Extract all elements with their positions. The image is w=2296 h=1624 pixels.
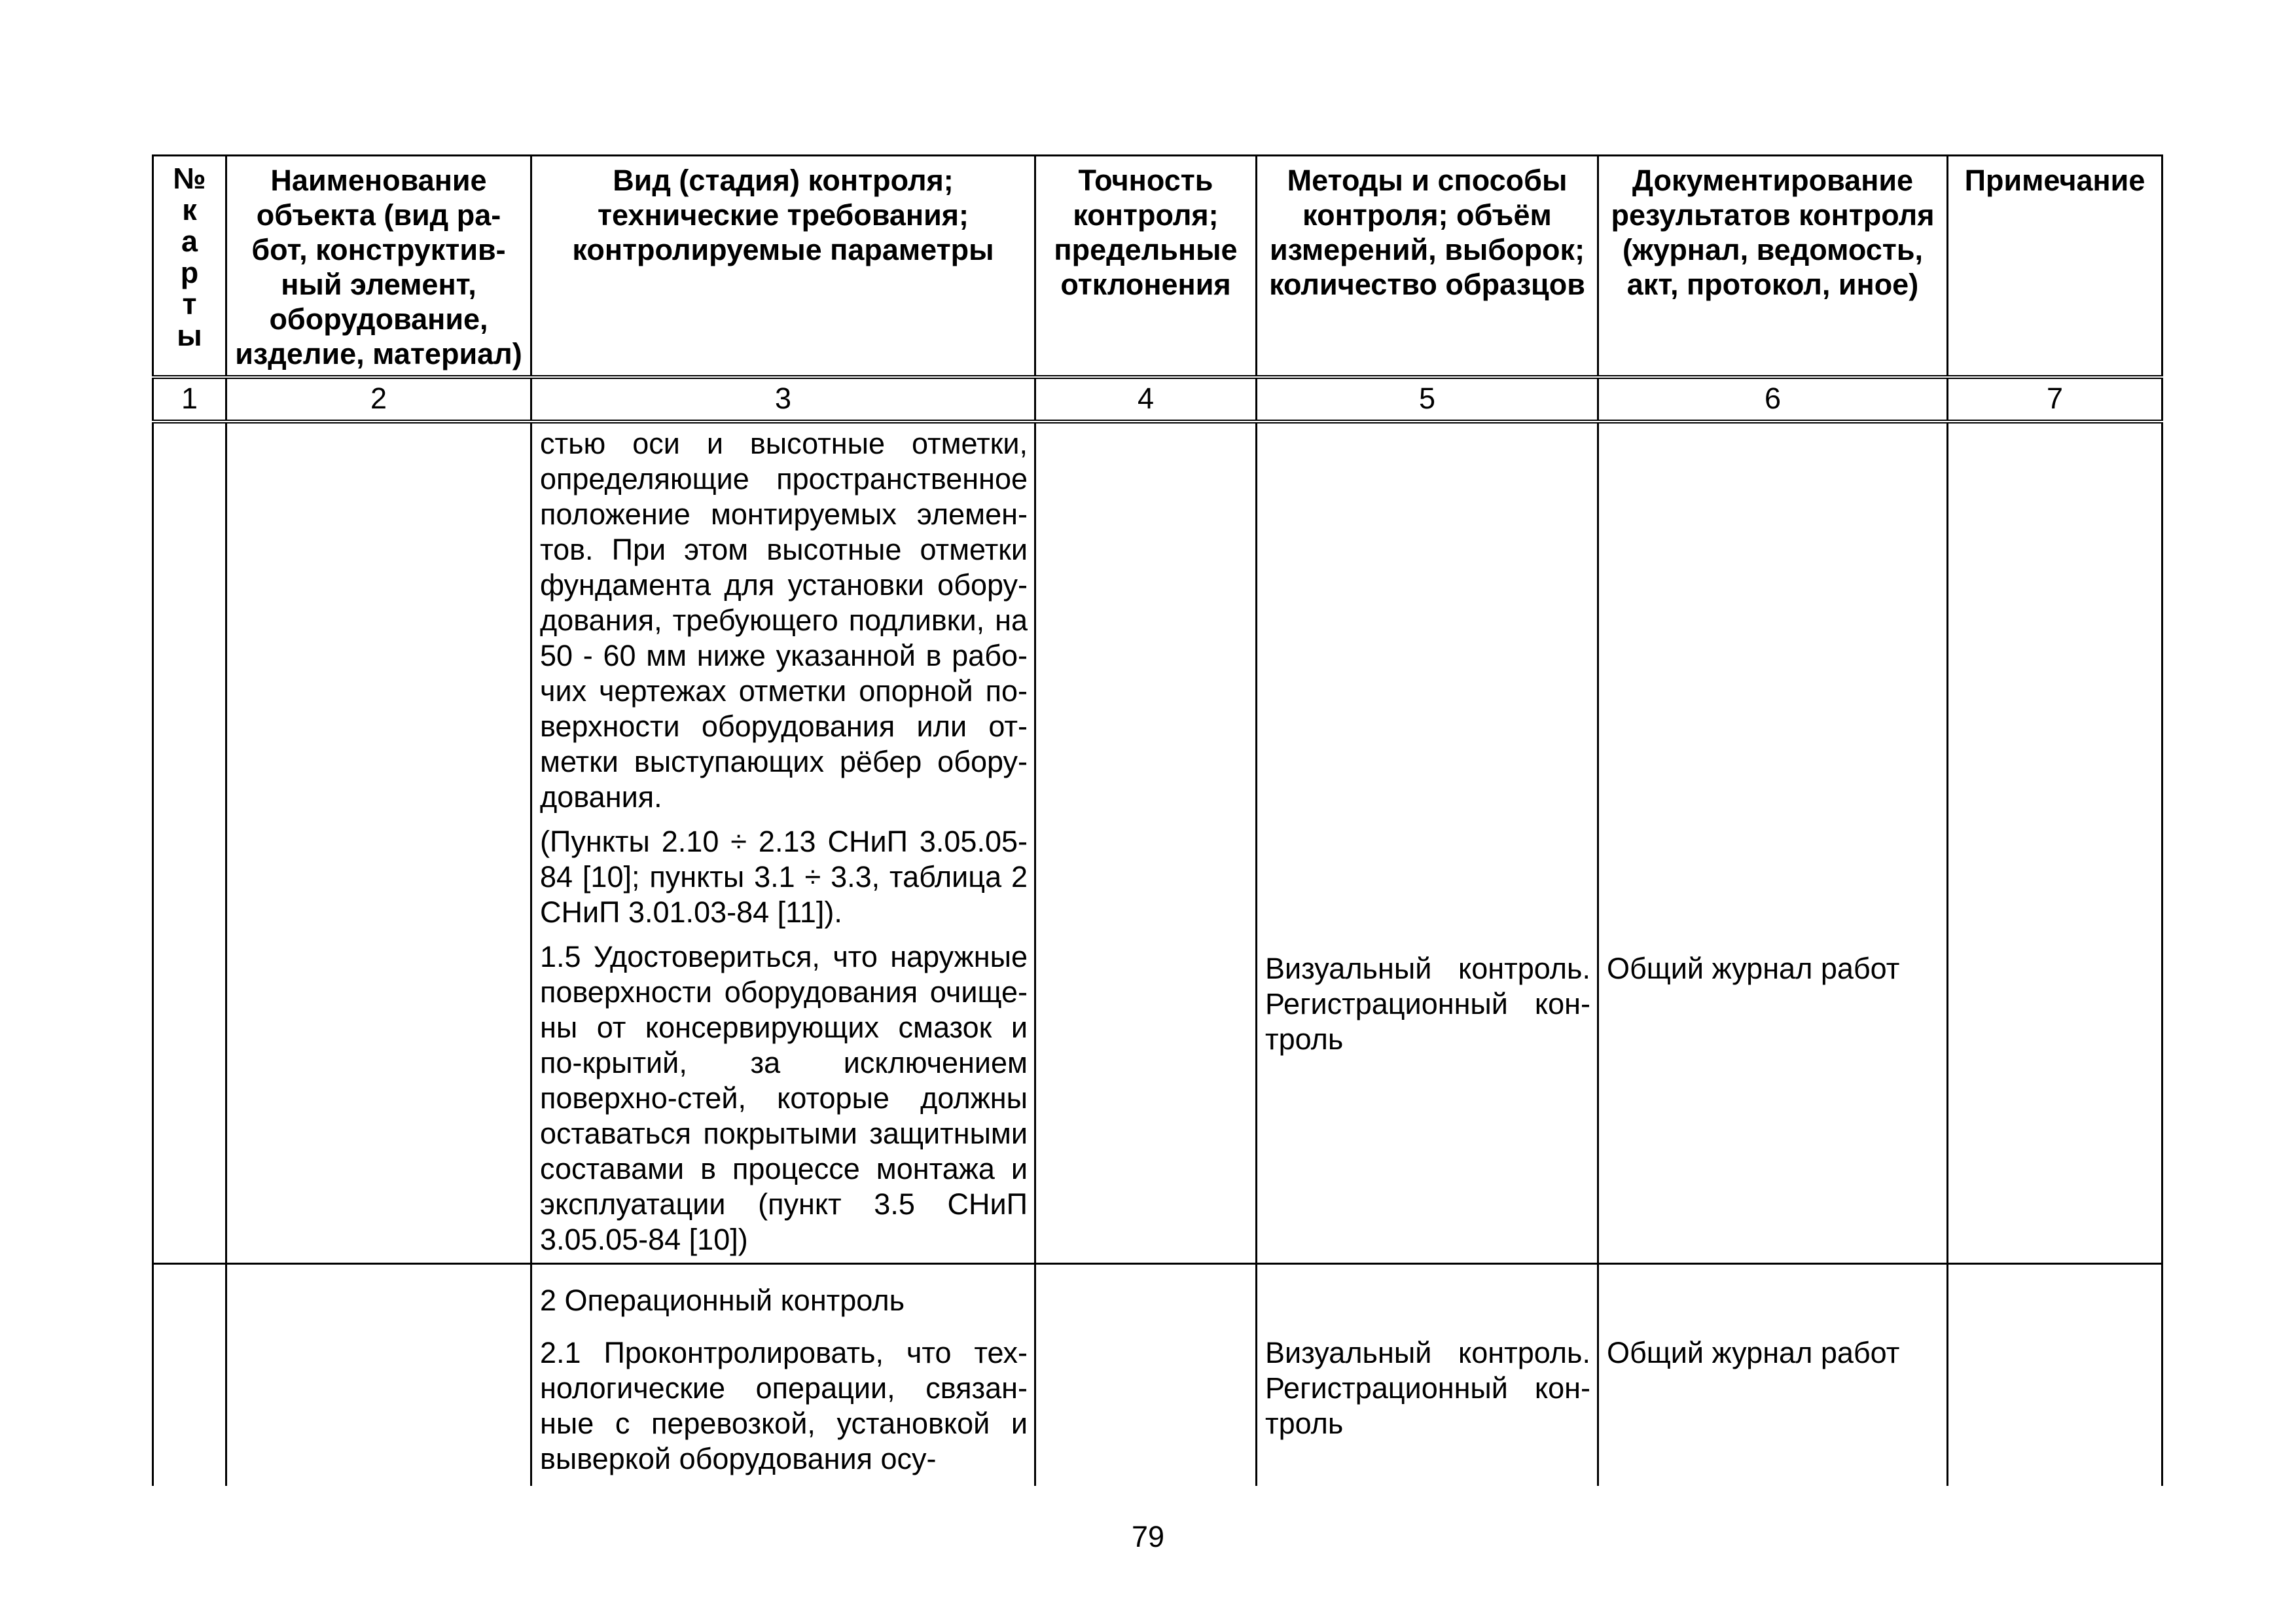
table-row <box>153 1264 2162 1487</box>
header-card-letter: № <box>173 162 206 195</box>
cell-object-name <box>226 1264 531 1487</box>
cell-documentation <box>1598 1264 1948 1487</box>
header-card-letter: т <box>182 287 197 321</box>
header-row <box>153 156 2162 378</box>
header-control-type: Вид (стадия) контроля; технические требования; контролируемые параметры <box>531 156 1035 378</box>
cell-accuracy <box>1035 1264 1257 1487</box>
cell-object-name <box>226 422 531 1264</box>
cell-methods <box>1257 1264 1598 1487</box>
column-number: 7 <box>1948 377 2162 422</box>
cell-note <box>1948 422 2162 1264</box>
column-number: 4 <box>1035 377 1257 422</box>
cell-accuracy <box>1035 422 1257 1264</box>
header-card-letter: к <box>182 193 197 226</box>
control-table <box>152 154 2163 1486</box>
documentation-text: Общий журнал работ <box>1607 952 1900 985</box>
cell-note <box>1948 1264 2162 1487</box>
page-number: 79 <box>1131 1520 1165 1553</box>
column-number: 3 <box>531 377 1035 422</box>
requirement-text: 2.1 Проконтролировать, что тех-нологические операции, связан-ные с перевозкой, установкой и выверкой оборудования осу- <box>540 1336 1028 1475</box>
column-number-row <box>153 377 2162 422</box>
cell-control-type <box>531 422 1035 1264</box>
header-card-letter: а <box>181 225 198 258</box>
cell-card-number <box>153 1264 226 1487</box>
header-object-name: Наименование объекта (вид ра-бот, конструктив-ный элемент, оборудование, изделие, материал) <box>226 156 531 378</box>
method-text: Визуальный контроль. Регистрационный кон-троль <box>1265 1336 1590 1440</box>
header-accuracy: Точность контроля; предельные отклонения <box>1035 156 1257 378</box>
section-title: 2 Операционный контроль <box>540 1284 905 1317</box>
column-number: 5 <box>1257 377 1598 422</box>
header-methods: Методы и способы контроля; объём измерений, выборок; количество образцов <box>1257 156 1598 378</box>
header-card-number <box>153 156 226 378</box>
header-card-letter: ы <box>177 319 202 352</box>
header-card-letter: р <box>180 256 199 289</box>
documentation-text: Общий журнал работ <box>1607 1336 1900 1369</box>
header-documentation: Документирование результатов контроля (журнал, ведомость, акт, протокол, иное) <box>1598 156 1948 378</box>
cell-control-type <box>531 1264 1035 1487</box>
column-number: 2 <box>226 377 531 422</box>
table-row <box>153 422 2162 1264</box>
header-note: Примечание <box>1948 156 2162 378</box>
requirement-text: стью оси и высотные отметки, определяющие пространственное положение монтируемых элемен-тов. При этом высотные отметки фундамента для установки обору-дования, требующего подливки, на 50 - 60 мм ниже указанной в рабо-чих чертежах отметки опорной по-верхности оборудования или от-метки выступающих рёбер обору-дования. <box>540 427 1028 814</box>
requirement-text: 1.5 Удостовериться, что наружные поверхности оборудования очище-ны от консервирующих смазок и по-крытий, за исключением поверхно-стей, которые должны оставаться покрытыми защитными составами в процессе монтажа и эксплуатации (пункт 3.5 СНиП 3.05.05-84 [10]) <box>540 940 1028 1256</box>
column-number: 1 <box>153 377 226 422</box>
column-number: 6 <box>1598 377 1948 422</box>
method-text: Визуальный контроль. Регистрационный кон-троль <box>1265 952 1590 1056</box>
reference-text: (Пункты 2.10 ÷ 2.13 СНиП 3.05.05-84 [10]; пункты 3.1 ÷ 3.3, таблица 2 СНиП 3.01.03-84 [11]). <box>540 825 1028 929</box>
cell-methods <box>1257 422 1598 1264</box>
cell-documentation <box>1598 422 1948 1264</box>
cell-card-number <box>153 422 226 1264</box>
